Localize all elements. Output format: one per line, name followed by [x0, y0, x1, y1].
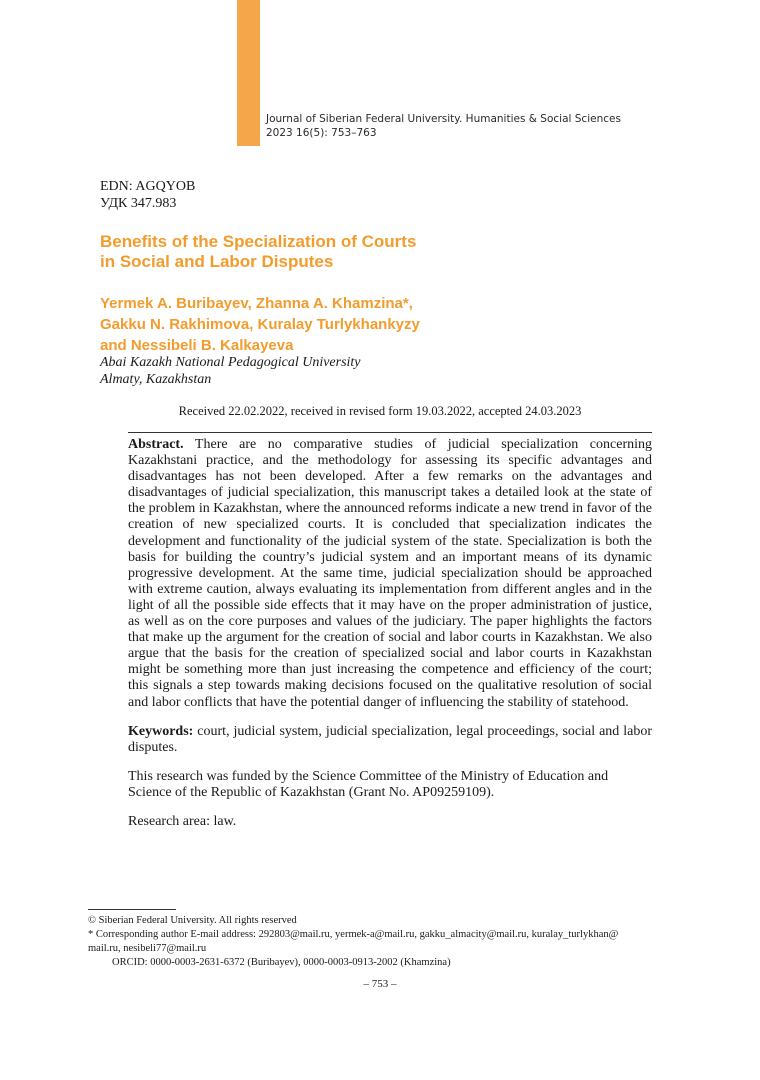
journal-volume: 2023 16(5): 753–763	[266, 127, 377, 139]
journal-header	[266, 112, 621, 140]
abstract-text: There are no comparative studies of judicial specialization concerning Kazakhstani practice, and the methodology for assessing its specific advantages and disadvantages has not been developed. After a few remarks on the advantages and disadvantages of judicial specialization, this manuscript takes a detailed look at the state of the problem in Kazakhstan, where the announced reforms indicate a new trend in favor of the creation of new specialized courts. It is concluded that specialization indicates the development and functionality of the judicial system of the state. Specialization is both the basis for building the country’s judicial system and an important means of its dynamic progressive development. At the same time, judicial specialization should be approached with extreme caution, always evaluating its implementation from different angles and in the light of all the possible side effects that it may have on the proper administration of justice, as well as on the core purposes and values of the judiciary. The paper highlights the factors that make up the argument for the creation of social and labor courts in Kazakhstan. We also argue that the basis for the creation of specialized social and labor courts in Kazakhstan might be something more than just increasing the competence and efficiency of the court; this signals a step towards making decisions focused on the qualitative resolution of social and labor conflicts that have the potential danger of influencing the stability of statehood.	[128, 437, 652, 710]
footnotes	[88, 914, 688, 970]
journal-name: Journal of Siberian Federal University. Humanities & Social Sciences	[266, 113, 621, 125]
page-number: – 753 –	[363, 978, 397, 990]
keywords-paragraph	[128, 724, 652, 756]
abstract-section	[128, 437, 652, 843]
affiliation-location: Almaty, Kazakhstan	[100, 372, 212, 387]
orcid-note: ORCID: 0000-0003-2631-6372 (Buribayev), 0000-0003-0913-2002 (Khamzina)	[112, 957, 451, 968]
title-line-2: in Social and Labor Disputes	[100, 252, 334, 271]
author-list	[100, 293, 660, 356]
journal-accent-bar	[237, 0, 260, 146]
abstract-label: Abstract.	[128, 437, 184, 452]
article-identifiers	[100, 178, 195, 212]
affiliation	[100, 354, 361, 388]
authors-line-3: and Nessibeli B. Kalkayeva	[100, 337, 294, 354]
authors-line-2: Gakku N. Rakhimova, Kuralay Turlykhankyzy	[100, 316, 420, 333]
funding-statement: This research was funded by the Science Committee of the Ministry of Education and Science of the Republic of Kazakhstan (Grant No. AP09259109).	[128, 768, 609, 800]
udk-code: УДК 347.983	[100, 196, 177, 211]
copyright-note: © Siberian Federal University. All rights reserved	[88, 915, 297, 926]
edn-code: EDN: AGQYOB	[100, 179, 196, 194]
research-area: Research area: law.	[128, 813, 237, 829]
title-line-1: Benefits of the Specialization of Courts	[100, 232, 417, 251]
authors-line-1: Yermek A. Buribayev, Zhanna A. Khamzina*,	[100, 295, 413, 312]
keywords-label: Keywords:	[128, 723, 194, 739]
keywords-text: court, judicial system, judicial specialization, legal proceedings, social and labor disputes.	[128, 723, 653, 755]
corresponding-author-line-1: * Corresponding author E-mail address: 292803@mail.ru, yermek-a@mail.ru, gakku_almacity@mail.ru, kuralay_turlykhan@	[88, 929, 619, 940]
footnote-divider	[88, 909, 176, 910]
article-title	[100, 232, 600, 272]
corresponding-author-line-2: mail.ru, nesibeli77@mail.ru	[88, 943, 207, 954]
affiliation-institution: Abai Kazakh National Pedagogical University	[100, 355, 361, 370]
abstract-divider	[128, 432, 652, 433]
abstract-paragraph	[128, 437, 652, 711]
received-dates: Received 22.02.2022, received in revised form 19.03.2022, accepted 24.03.2023	[178, 404, 582, 418]
